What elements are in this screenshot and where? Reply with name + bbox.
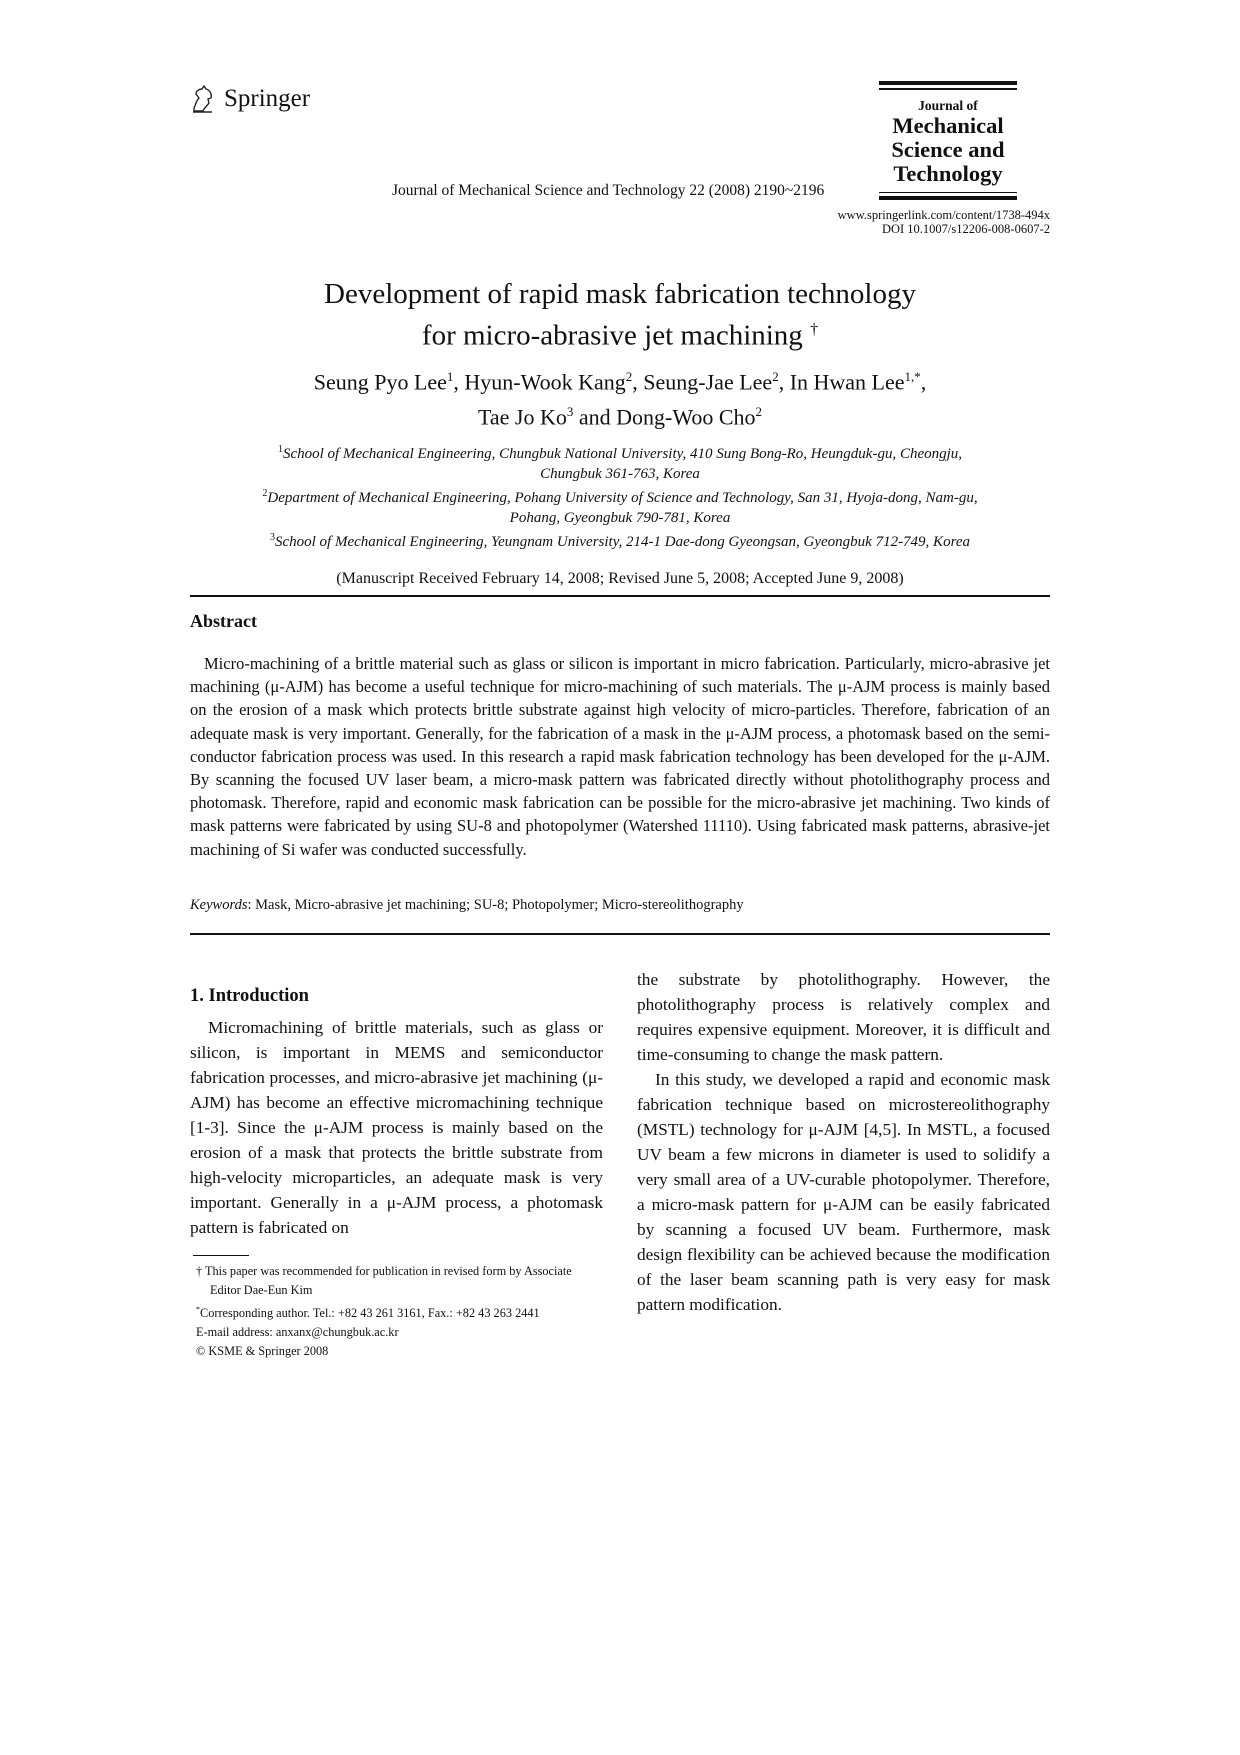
author-line: Seung Pyo Lee$^1$, Hyun-Wook Kang$^2$, Seung-Jae Lee$^2$, In Hwan Lee$^{1,*}$, (313, 368, 927, 394)
footnote-line: © KSME & Springer 2008 (196, 1344, 329, 1359)
affiliation: $^3$School of Mechanical Engineering, Yeungnam University, 214-1 Dae-dong Gyeongsan, Gyeongbuk 712-749, Korea (269, 532, 971, 551)
abstract-text: Micro-machining of a brittle material such as glass or silicon is important in micro fabrication. Particularly, micro-abrasive jet machining (μ-AJM) has become a useful technique for micro-machining of such materials. The μ-AJM process is mainly based on the erosion of a mask which protects brittle substrate against high velocity of micro-particles. Therefore, fabrication of an adequate mask is very important. Generally, for the fabrication of a mask in the μ-AJM process, a photomask based on the semi-conductor fabrication process was used. In this research a rapid mask fabrication technology has been developed for the μ-AJM. By scanning the focused UV laser beam, a micro-mask pattern was fabricated directly without photolithography process and photomask. Therefore, rapid and economic mask fabrication can be possible for the micro-abrasive jet machining. Two kinds of mask patterns were fabricated by using SU-8 and photopolymer (Watershed 11110). Using fabricated mask patterns, abrasive-jet machining of Si wafer was conducted successfully. (190, 654, 1050, 859)
footnote-rule (193, 1255, 249, 1256)
keywords-list: : Mask, Micro-abrasive jet machining; SU-8; Photopolymer; Micro-stereolithography (247, 897, 744, 913)
abstract-heading: Abstract (190, 611, 257, 631)
keywords (190, 897, 744, 914)
section-heading: 1. Introduction (190, 986, 309, 1006)
masthead-line: Journal of (918, 97, 978, 113)
author-line: Tae Jo Ko$^3$ and Dong-Woo Cho$^2$ (477, 403, 763, 430)
keywords-label: Keywords (190, 897, 248, 913)
footnote-line: Editor Dae-Eun Kim (210, 1283, 313, 1297)
footnotes (196, 1262, 616, 1361)
author-name: Seung-Jae Lee (643, 368, 773, 394)
author-list (150, 362, 1090, 433)
masthead-rule (879, 81, 1017, 85)
springerlink-url[interactable]: www.springerlink.com/content/1738-494x (837, 208, 1050, 222)
springer-horse-icon (190, 84, 218, 114)
masthead-line: Technology (893, 160, 1003, 186)
title-line: for micro-abrasive jet machining † (421, 319, 819, 352)
author-name: Dong-Woo Cho (616, 404, 756, 430)
body-paragraph: In this study, we developed a rapid and economic mask fabrication technique based on microstereolithography (MSTL) technology for μ-AJM [4,5]. In MSTL, a focused UV beam a few microns in diameter is used to solidify a very small area of a UV-curable photopolymer. Therefore, a micro-mask pattern for μ-AJM can be easily fabricated by scanning a focused UV beam. Furthermore, mask design flexibility can be achieved because the modification of the laser beam scanning path is very easy for mask pattern modification. (637, 1070, 1050, 1314)
masthead-line: Mechanical (892, 112, 1004, 138)
divider (190, 595, 1050, 597)
divider (190, 933, 1050, 935)
affiliation: $^1$School of Mechanical Engineering, Chungbuk National University, 410 Sung Bong-Ro, Heungduk-gu, Cheongju, Chungbuk 361-763, Korea (277, 444, 963, 483)
affiliations (150, 440, 1090, 552)
masthead-rule (879, 196, 1017, 200)
journal-citation: Journal of Mechanical Science and Technology 22 (2008) 2190~2196 (392, 182, 825, 199)
footnote-line: E-mail address: anxanx@chungbuk.ac.kr (196, 1325, 399, 1340)
body-paragraph: the substrate by photolithography. However, the photolithography process is relatively complex and requires expensive equipment. Moreover, it is difficult and time-consuming to change the mask pattern. (637, 970, 1050, 1064)
title-line: Development of rapid mask fabrication technology (324, 278, 916, 310)
manuscript-dates: (Manuscript Received February 14, 2008; Revised June 5, 2008; Accepted June 9, 2008) (336, 570, 904, 588)
publisher-logo (190, 84, 310, 114)
doi: DOI 10.1007/s12206-008-0607-2 (881, 222, 1050, 236)
footnote-line: † This paper was recommended for publication in revised form by Associate (196, 1264, 572, 1278)
masthead-line: Science and (891, 136, 1005, 162)
author-name: Seung Pyo Lee (313, 368, 447, 394)
article-links (838, 208, 1050, 236)
author-name: Tae Jo Ko (477, 404, 567, 430)
author-name: Hyun-Wook Kang (464, 368, 626, 394)
affiliation: $^2$Department of Mechanical Engineering, Pohang University of Science and Technology, San 31, Hyoja-dong, Nam-gu, Pohang, Gyeongbuk 790-781, Korea (262, 488, 978, 527)
body-paragraph: Micromachining of brittle materials, such as glass or silicon, is important in MEMS and semiconductor fabrication processes, and micro-abrasive jet machining (μ-AJM) has become an effective micromachining technique [1-3]. Since the μ-AJM process is mainly based on the erosion of a mask that protects the brittle substrate from high-velocity microparticles, an adequate mask is very important. Generally in a μ-AJM process, a photomask pattern is fabricated on (190, 1018, 603, 1237)
masthead-rule (879, 88, 1017, 90)
publisher-name: Springer (224, 85, 311, 112)
title-footnote-mark: † (810, 321, 819, 338)
title-block (150, 276, 1090, 588)
author-name: In Hwan Lee (789, 368, 905, 394)
footnote-line: *Corresponding author. Tel.: +82 43 261 3161, Fax.: +82 43 263 2441 (196, 1305, 540, 1321)
masthead-rule (879, 192, 1017, 194)
journal-masthead (879, 81, 1017, 200)
paper-title (150, 276, 1090, 354)
